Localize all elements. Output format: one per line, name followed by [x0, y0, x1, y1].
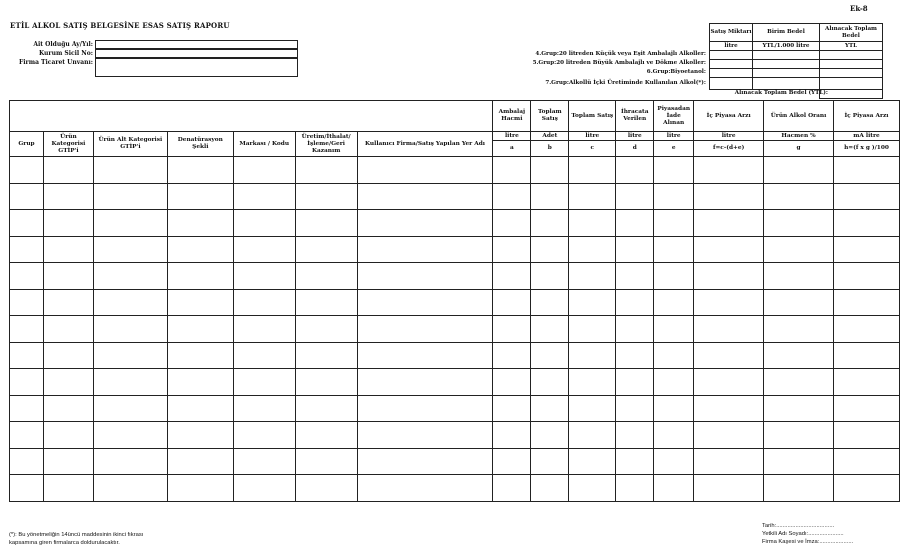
table-cell[interactable]	[233, 475, 295, 502]
table-cell[interactable]	[764, 183, 834, 210]
table-cell[interactable]	[357, 289, 493, 316]
table-cell[interactable]	[295, 210, 357, 237]
table-cell[interactable]	[764, 263, 834, 290]
table-cell[interactable]	[569, 316, 616, 343]
col-header-category-gtip: Ürün Kategorisi GTİP'i	[43, 132, 93, 157]
table-cell[interactable]	[167, 263, 233, 290]
table-cell[interactable]	[43, 422, 93, 449]
table-cell[interactable]	[493, 263, 531, 290]
table-cell[interactable]	[295, 263, 357, 290]
col-header-exported: İhracata Verilen	[616, 101, 654, 132]
table-cell[interactable]	[833, 342, 899, 369]
table-cell[interactable]	[357, 369, 493, 396]
col-header-domestic-supply: İç Piyasa Arzı	[694, 101, 764, 132]
date-field[interactable]: ....................................	[776, 523, 835, 529]
col-header-total-sales-count: Toplam Satış	[531, 101, 569, 132]
table-body	[10, 157, 900, 502]
table-cell[interactable]	[654, 263, 694, 290]
col-header-group: Grup	[10, 132, 44, 157]
summary-cell[interactable]	[710, 51, 753, 60]
table-cell[interactable]	[357, 236, 493, 263]
table-cell[interactable]	[357, 475, 493, 502]
table-cell[interactable]	[694, 210, 764, 237]
table-cell[interactable]	[10, 263, 44, 290]
table-cell[interactable]	[167, 342, 233, 369]
table-cell[interactable]	[493, 448, 531, 475]
table-cell[interactable]	[295, 316, 357, 343]
table-cell[interactable]	[295, 475, 357, 502]
col-header-alcohol-ratio: Ürün Alkol Oranı	[764, 101, 834, 132]
table-cell[interactable]	[10, 210, 44, 237]
table-row	[10, 369, 900, 396]
table-cell[interactable]	[10, 236, 44, 263]
table-cell[interactable]	[357, 210, 493, 237]
table-row	[10, 342, 900, 369]
col-unit: litre	[616, 132, 654, 141]
table-cell[interactable]	[569, 342, 616, 369]
table-cell[interactable]	[764, 395, 834, 422]
table-cell[interactable]	[764, 316, 834, 343]
table-cell[interactable]	[531, 369, 569, 396]
table-cell[interactable]	[93, 342, 167, 369]
table-cell[interactable]	[569, 369, 616, 396]
table-cell[interactable]	[694, 475, 764, 502]
col-code: f=c-(d+e)	[694, 141, 764, 157]
table-cell[interactable]	[93, 395, 167, 422]
date-label: Tarih:	[762, 523, 777, 529]
table-cell[interactable]	[694, 157, 764, 184]
table-cell[interactable]	[764, 342, 834, 369]
total-label: Alınacak Toplam Bedel (YTL):	[734, 90, 828, 96]
table-row	[10, 263, 900, 290]
summary-header-quantity: Satış Miktarı	[710, 24, 753, 42]
table-cell[interactable]	[694, 236, 764, 263]
table-cell[interactable]	[295, 395, 357, 422]
col-code: a	[493, 141, 531, 157]
summary-unit-price: YTL/1.000 litre	[753, 42, 820, 51]
info-label-period: Ait Olduğu Ay/Yıl:	[33, 41, 93, 48]
table-cell[interactable]	[694, 448, 764, 475]
summary-cell[interactable]	[820, 51, 883, 60]
table-cell[interactable]	[43, 236, 93, 263]
table-row	[10, 157, 900, 184]
table-cell[interactable]	[833, 475, 899, 502]
table-cell[interactable]	[167, 157, 233, 184]
table-cell[interactable]	[654, 316, 694, 343]
signature-block	[762, 522, 853, 546]
table-cell[interactable]	[10, 157, 44, 184]
table-cell[interactable]	[833, 210, 899, 237]
table-cell[interactable]	[616, 395, 654, 422]
table-cell[interactable]	[616, 422, 654, 449]
table-cell[interactable]	[357, 448, 493, 475]
stamp-signature-field[interactable]: .....................	[819, 539, 854, 545]
table-cell[interactable]	[764, 448, 834, 475]
table-cell[interactable]	[233, 316, 295, 343]
table-cell[interactable]	[833, 395, 899, 422]
annex-label: Ek-8	[850, 4, 868, 13]
table-cell[interactable]	[531, 395, 569, 422]
table-cell[interactable]	[167, 210, 233, 237]
table-cell[interactable]	[833, 289, 899, 316]
table-cell[interactable]	[43, 289, 93, 316]
col-code: e	[654, 141, 694, 157]
table-cell[interactable]	[43, 369, 93, 396]
table-cell[interactable]	[764, 475, 834, 502]
table-cell[interactable]	[616, 157, 654, 184]
col-unit: Hacmen %	[764, 132, 834, 141]
table-cell[interactable]	[493, 475, 531, 502]
summary-header-unit-price: Birim Bedel	[753, 24, 820, 42]
table-row	[10, 289, 900, 316]
sales-table	[9, 100, 900, 502]
table-cell[interactable]	[654, 210, 694, 237]
table-cell[interactable]	[295, 183, 357, 210]
table-cell[interactable]	[167, 475, 233, 502]
col-header-domestic-supply-ma: İç Piyasa Arzı	[833, 101, 899, 132]
table-cell[interactable]	[295, 236, 357, 263]
table-cell[interactable]	[167, 236, 233, 263]
table-cell[interactable]	[233, 448, 295, 475]
official-name-field[interactable]: ......................	[808, 531, 844, 537]
summary-cell[interactable]	[753, 69, 820, 78]
table-cell[interactable]	[233, 157, 295, 184]
summary-table	[709, 23, 883, 99]
table-row	[10, 475, 900, 502]
table-cell[interactable]	[764, 236, 834, 263]
col-header-returned: Piyasadan İade Alınan	[654, 101, 694, 132]
col-header-brand: Markası / Kodu	[233, 132, 295, 157]
col-code: b	[531, 141, 569, 157]
company-field[interactable]	[95, 58, 298, 77]
table-cell[interactable]	[531, 236, 569, 263]
table-cell[interactable]	[167, 316, 233, 343]
table-cell[interactable]	[167, 289, 233, 316]
table-cell[interactable]	[43, 395, 93, 422]
table-cell[interactable]	[10, 448, 44, 475]
table-cell[interactable]	[93, 210, 167, 237]
table-cell[interactable]	[93, 422, 167, 449]
table-cell[interactable]	[654, 448, 694, 475]
table-cell[interactable]	[357, 395, 493, 422]
table-cell[interactable]	[833, 422, 899, 449]
table-cell[interactable]	[43, 316, 93, 343]
table-cell[interactable]	[616, 236, 654, 263]
table-row	[10, 236, 900, 263]
table-cell[interactable]	[654, 157, 694, 184]
table-cell[interactable]	[531, 422, 569, 449]
table-cell[interactable]	[357, 157, 493, 184]
summary-unit-quantity: litre	[710, 42, 753, 51]
stamp-signature-label: Firma Kaşesi ve İmza:	[762, 539, 820, 545]
table-cell[interactable]	[295, 422, 357, 449]
table-cell[interactable]	[295, 157, 357, 184]
table-cell[interactable]	[93, 183, 167, 210]
table-cell[interactable]	[654, 369, 694, 396]
table-cell[interactable]	[694, 342, 764, 369]
table-cell[interactable]	[531, 210, 569, 237]
table-cell[interactable]	[654, 236, 694, 263]
table-cell[interactable]	[93, 475, 167, 502]
table-cell[interactable]	[295, 369, 357, 396]
table-cell[interactable]	[167, 448, 233, 475]
summary-cell[interactable]	[753, 78, 820, 90]
table-cell[interactable]	[493, 342, 531, 369]
summary-cell[interactable]	[710, 60, 753, 69]
table-cell[interactable]	[167, 422, 233, 449]
col-header-package-volume: Ambalaj Hacmi	[493, 101, 531, 132]
table-cell[interactable]	[43, 263, 93, 290]
table-cell[interactable]	[531, 157, 569, 184]
summary-cell[interactable]	[710, 78, 753, 90]
table-cell[interactable]	[616, 183, 654, 210]
col-unit: mA litre	[833, 132, 899, 141]
table-cell[interactable]	[764, 369, 834, 396]
table-cell[interactable]	[93, 448, 167, 475]
table-cell[interactable]	[531, 448, 569, 475]
table-cell[interactable]	[233, 183, 295, 210]
table-cell[interactable]	[531, 289, 569, 316]
table-cell[interactable]	[10, 475, 44, 502]
table-cell[interactable]	[295, 448, 357, 475]
col-header-production-type: Üretim/İthalat/ İşleme/Geri Kazanım	[295, 132, 357, 157]
header-spacer	[10, 101, 493, 132]
col-unit: litre	[694, 132, 764, 141]
table-cell[interactable]	[493, 369, 531, 396]
col-code: c	[569, 141, 616, 157]
table-cell[interactable]	[616, 475, 654, 502]
table-cell[interactable]	[10, 422, 44, 449]
table-cell[interactable]	[569, 210, 616, 237]
col-unit: litre	[493, 132, 531, 141]
summary-cell[interactable]	[820, 78, 883, 90]
table-cell[interactable]	[493, 157, 531, 184]
table-cell[interactable]	[833, 263, 899, 290]
table-cell[interactable]	[531, 475, 569, 502]
table-cell[interactable]	[833, 236, 899, 263]
table-cell[interactable]	[493, 210, 531, 237]
footnote-line-2: kapsamına giren firmalarca doldurulacaktır.	[9, 540, 120, 546]
table-cell[interactable]	[43, 210, 93, 237]
col-header-denaturation: Denatürasyon Şekli	[167, 132, 233, 157]
table-cell[interactable]	[357, 263, 493, 290]
table-cell[interactable]	[531, 183, 569, 210]
table-cell[interactable]	[569, 448, 616, 475]
table-cell[interactable]	[654, 475, 694, 502]
official-name-label: Yetkili Adı Soyadı:	[762, 531, 809, 537]
table-cell[interactable]	[654, 422, 694, 449]
summary-total-cell[interactable]	[820, 90, 883, 99]
summary-cell[interactable]	[710, 69, 753, 78]
table-cell[interactable]	[233, 210, 295, 237]
table-cell[interactable]	[233, 289, 295, 316]
table-cell[interactable]	[493, 422, 531, 449]
table-cell[interactable]	[616, 448, 654, 475]
table-cell[interactable]	[694, 263, 764, 290]
table-cell[interactable]	[616, 342, 654, 369]
table-cell[interactable]	[93, 369, 167, 396]
table-cell[interactable]	[531, 316, 569, 343]
group-7-label: 7.Grup:Alkollü İçki Üretiminde Kullanılan Alkol(*):	[545, 80, 706, 86]
table-cell[interactable]	[43, 342, 93, 369]
table-cell[interactable]	[569, 263, 616, 290]
info-label-company: Firma Ticaret Unvanı:	[19, 59, 93, 66]
table-cell[interactable]	[93, 316, 167, 343]
table-cell[interactable]	[764, 157, 834, 184]
table-cell[interactable]	[357, 342, 493, 369]
table-cell[interactable]	[654, 183, 694, 210]
table-cell[interactable]	[531, 263, 569, 290]
table-cell[interactable]	[764, 210, 834, 237]
table-cell[interactable]	[616, 263, 654, 290]
col-unit: litre	[569, 132, 616, 141]
table-cell[interactable]	[833, 316, 899, 343]
col-code: g	[764, 141, 834, 157]
table-cell[interactable]	[493, 316, 531, 343]
table-cell[interactable]	[616, 369, 654, 396]
table-cell[interactable]	[10, 183, 44, 210]
table-cell[interactable]	[764, 289, 834, 316]
table-cell[interactable]	[233, 342, 295, 369]
summary-cell[interactable]	[753, 51, 820, 60]
col-code: h=(f x g )/100	[833, 141, 899, 157]
table-cell[interactable]	[569, 422, 616, 449]
table-cell[interactable]	[357, 316, 493, 343]
table-cell[interactable]	[694, 316, 764, 343]
col-header-subcategory-gtip: Ürün Alt Kategorisi GTİP'i	[93, 132, 167, 157]
form-title: ETİL ALKOL SATIŞ BELGESİNE ESAS SATIŞ RAPORU	[10, 21, 230, 30]
table-cell[interactable]	[694, 422, 764, 449]
table-cell[interactable]	[233, 236, 295, 263]
table-cell[interactable]	[694, 289, 764, 316]
table-cell[interactable]	[357, 183, 493, 210]
table-cell[interactable]	[616, 316, 654, 343]
table-cell[interactable]	[569, 289, 616, 316]
info-label-registry: Kurum Sicil No:	[38, 50, 93, 57]
table-cell[interactable]	[357, 422, 493, 449]
table-cell[interactable]	[233, 422, 295, 449]
col-header-total-sales-litre: Toplam Satış	[569, 101, 616, 132]
period-field[interactable]	[95, 40, 298, 49]
table-cell[interactable]	[43, 157, 93, 184]
table-cell[interactable]	[694, 183, 764, 210]
table-cell[interactable]	[569, 157, 616, 184]
table-cell[interactable]	[295, 342, 357, 369]
table-row	[10, 422, 900, 449]
table-cell[interactable]	[93, 157, 167, 184]
group-6-label: 6.Grup:Biyoetanol:	[646, 69, 706, 75]
table-cell[interactable]	[694, 369, 764, 396]
col-header-user-firm: Kullanıcı Firma/Satış Yapılan Yer Adı	[357, 132, 493, 157]
table-cell[interactable]	[295, 289, 357, 316]
summary-unit-total: YTL	[820, 42, 883, 51]
col-unit: litre	[654, 132, 694, 141]
table-cell[interactable]	[654, 395, 694, 422]
table-cell[interactable]	[569, 395, 616, 422]
table-cell[interactable]	[10, 316, 44, 343]
table-row	[10, 316, 900, 343]
table-cell[interactable]	[93, 289, 167, 316]
table-cell[interactable]	[93, 263, 167, 290]
footnote-line-1: (*): Bu yönetmeliğin 14üncü maddesinin ikinci fıkrası	[9, 532, 144, 538]
table-cell[interactable]	[569, 475, 616, 502]
summary-cell[interactable]	[753, 60, 820, 69]
table-cell[interactable]	[167, 369, 233, 396]
summary-header-total: Alınacak Toplam Bedel	[820, 24, 883, 42]
table-cell[interactable]	[833, 369, 899, 396]
table-cell[interactable]	[233, 263, 295, 290]
table-cell[interactable]	[43, 183, 93, 210]
col-code: d	[616, 141, 654, 157]
table-row	[10, 448, 900, 475]
table-cell[interactable]	[569, 236, 616, 263]
table-cell[interactable]	[833, 157, 899, 184]
footnote	[9, 531, 143, 547]
summary-cell[interactable]	[820, 60, 883, 69]
table-cell[interactable]	[531, 342, 569, 369]
table-cell[interactable]	[764, 422, 834, 449]
table-cell[interactable]	[493, 183, 531, 210]
group-5-label: 5.Grup:20 litreden Büyük Ambalajlı ve Dökme Alkoller:	[532, 60, 706, 66]
table-cell[interactable]	[167, 395, 233, 422]
table-cell[interactable]	[694, 395, 764, 422]
table-cell[interactable]	[654, 342, 694, 369]
table-cell[interactable]	[10, 289, 44, 316]
table-row	[10, 395, 900, 422]
table-cell[interactable]	[493, 236, 531, 263]
table-cell[interactable]	[43, 448, 93, 475]
table-cell[interactable]	[167, 183, 233, 210]
registry-field[interactable]	[95, 49, 298, 58]
table-row	[10, 210, 900, 237]
table-cell[interactable]	[233, 395, 295, 422]
summary-cell[interactable]	[820, 69, 883, 78]
table-cell[interactable]	[654, 289, 694, 316]
table-cell[interactable]	[616, 289, 654, 316]
table-cell[interactable]	[43, 475, 93, 502]
table-cell[interactable]	[233, 369, 295, 396]
table-cell[interactable]	[10, 369, 44, 396]
table-cell[interactable]	[833, 448, 899, 475]
table-cell[interactable]	[10, 342, 44, 369]
table-cell[interactable]	[616, 210, 654, 237]
table-cell[interactable]	[833, 183, 899, 210]
col-unit: Adet	[531, 132, 569, 141]
group-4-label: 4.Grup:20 litreden Küçük veya Eşit Ambalajlı Alkoller:	[535, 51, 706, 57]
table-row	[10, 183, 900, 210]
table-cell[interactable]	[493, 289, 531, 316]
table-cell[interactable]	[10, 395, 44, 422]
table-cell[interactable]	[93, 236, 167, 263]
table-cell[interactable]	[493, 395, 531, 422]
table-cell[interactable]	[569, 183, 616, 210]
